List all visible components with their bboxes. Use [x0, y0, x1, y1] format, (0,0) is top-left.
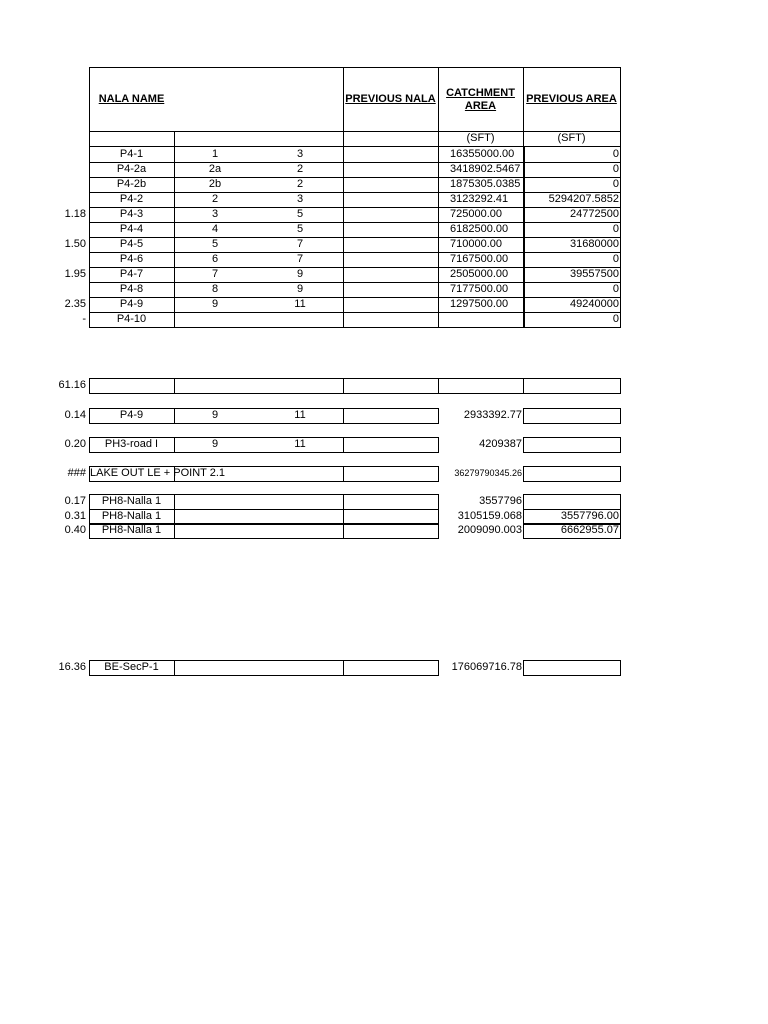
row-previous-area: 24772500	[570, 208, 619, 220]
row-nala-name: P4-3	[119, 208, 144, 220]
row-previous-area: 0	[612, 163, 619, 175]
row-catchment: 3418902.5467	[450, 163, 521, 175]
row-previous-area: 0	[612, 313, 619, 325]
row-catchment: 2505000.00	[450, 268, 509, 280]
row-col2: 3	[296, 148, 304, 160]
row-nala-name: P4-2a	[116, 163, 147, 175]
row-catchment: 2933392.77	[463, 409, 522, 421]
unit-previous-area: (SFT)	[557, 132, 586, 144]
row-col1: 5	[211, 238, 219, 250]
row-catchment: 7177500.00	[450, 283, 509, 295]
row-nala-name: P4-4	[119, 223, 144, 235]
row-catchment: 4209387	[479, 438, 522, 450]
row-col1: 2b	[208, 178, 222, 190]
row-catchment: 2009090.003	[457, 524, 522, 536]
row-catchment: 16355000.00	[450, 148, 515, 160]
row-catchment: 36279790345.26	[454, 468, 522, 478]
row-nala-name: P4-8	[119, 283, 144, 295]
row-left-value: 0.20	[64, 438, 86, 450]
row-previous-area: 0	[612, 283, 619, 295]
row-left-value: ###	[67, 467, 86, 479]
row-col1: 3	[211, 208, 219, 220]
row-col1: 7	[211, 268, 219, 280]
row-previous-area: 39557500	[570, 268, 619, 280]
row-nala-name: LAKE OUT LE + POINT 2.1	[90, 467, 226, 479]
row-previous-area: 0	[612, 148, 619, 160]
row-nala-name: P4-10	[116, 313, 147, 325]
header-catchment-line1: CATCHMENT	[446, 87, 515, 99]
row-previous-area: 31680000	[570, 238, 619, 250]
row-nala-name: PH8-Nalla 1	[101, 524, 162, 536]
row-col1: 9	[211, 298, 219, 310]
row-col2: 2	[296, 178, 304, 190]
row-catchment: 725000.00	[450, 208, 502, 220]
row-nala-name: PH8-Nalla 1	[101, 510, 162, 522]
row-catchment: 3557796	[479, 495, 522, 507]
row-col2: 5	[296, 208, 304, 220]
row-col2: 2	[296, 163, 304, 175]
row-col1: 2a	[208, 163, 222, 175]
row-catchment: 1297500.00	[450, 298, 509, 310]
row-col1: 9	[211, 438, 219, 450]
header-previous-nala: PREVIOUS NALA	[345, 93, 436, 105]
row-col2: 11	[294, 298, 306, 310]
row-col1: 4	[211, 223, 219, 235]
row-previous-area: 5294207.5852	[548, 193, 619, 205]
row-col1: 2	[211, 193, 219, 205]
row-col1: 6	[211, 253, 219, 265]
row-col2: 9	[296, 283, 304, 295]
row-col2: 7	[296, 238, 304, 250]
header-previous-area: PREVIOUS AREA	[526, 93, 617, 105]
row-col2: 11	[294, 438, 306, 450]
row-catchment: 3123292.41	[450, 193, 509, 205]
row-left-value: 1.50	[64, 238, 86, 250]
row-col2: 3	[296, 193, 304, 205]
row-catchment: 1875305.0385	[450, 178, 521, 190]
row-left-value: 0.17	[64, 495, 86, 507]
row-previous-area: 0	[612, 178, 619, 190]
row-nala-name: P4-5	[119, 238, 144, 250]
row-col2: 11	[294, 409, 306, 421]
row-col2: 9	[296, 268, 304, 280]
row-left-value: 1.18	[64, 208, 86, 220]
row-previous-area: 0	[612, 223, 619, 235]
row-left-value: 0.14	[64, 409, 86, 421]
row-catchment: 6182500.00	[450, 223, 509, 235]
header-catchment-line2: AREA	[464, 100, 497, 112]
row-left-value: 1.95	[64, 268, 86, 280]
row-left-value: 0.31	[64, 510, 86, 522]
row-left-value: 16.36	[58, 661, 86, 673]
header-nala-name: NALA NAME	[98, 93, 165, 105]
row-nala-name: P4-2	[119, 193, 144, 205]
row-col2: 5	[296, 223, 304, 235]
row-catchment: 710000.00	[450, 238, 502, 250]
row-col2: 7	[296, 253, 304, 265]
row-left-value: 0.40	[64, 524, 86, 536]
row-nala-name: P4-1	[119, 148, 144, 160]
row-catchment: 3105159.068	[457, 510, 522, 522]
unit-catchment: (SFT)	[466, 132, 495, 144]
row-col1: 8	[211, 283, 219, 295]
row-left-value: -	[82, 313, 86, 325]
row-catchment: 7167500.00	[450, 253, 509, 265]
row-nala-name: P4-7	[119, 268, 144, 280]
row-left-value: 2.35	[64, 298, 86, 310]
row-nala-name: P4-9	[119, 298, 144, 310]
row-previous-area: 3557796.00	[560, 510, 619, 522]
row-nala-name: BE-SecP-1	[104, 661, 159, 673]
row-left-value: 61.16	[58, 379, 86, 391]
row-nala-name: PH3-road I	[104, 438, 159, 450]
row-col1: 1	[211, 148, 219, 160]
row-catchment: 176069716.78	[451, 661, 522, 673]
row-nala-name: P4-6	[119, 253, 144, 265]
row-previous-area: 6662955.07	[560, 524, 619, 536]
row-nala-name: P4-2b	[116, 178, 147, 190]
row-nala-name: P4-9	[119, 409, 144, 421]
row-previous-area: 49240000	[570, 298, 619, 310]
row-nala-name: PH8-Nalla 1	[101, 495, 162, 507]
row-col1: 9	[211, 409, 219, 421]
row-previous-area: 0	[612, 253, 619, 265]
